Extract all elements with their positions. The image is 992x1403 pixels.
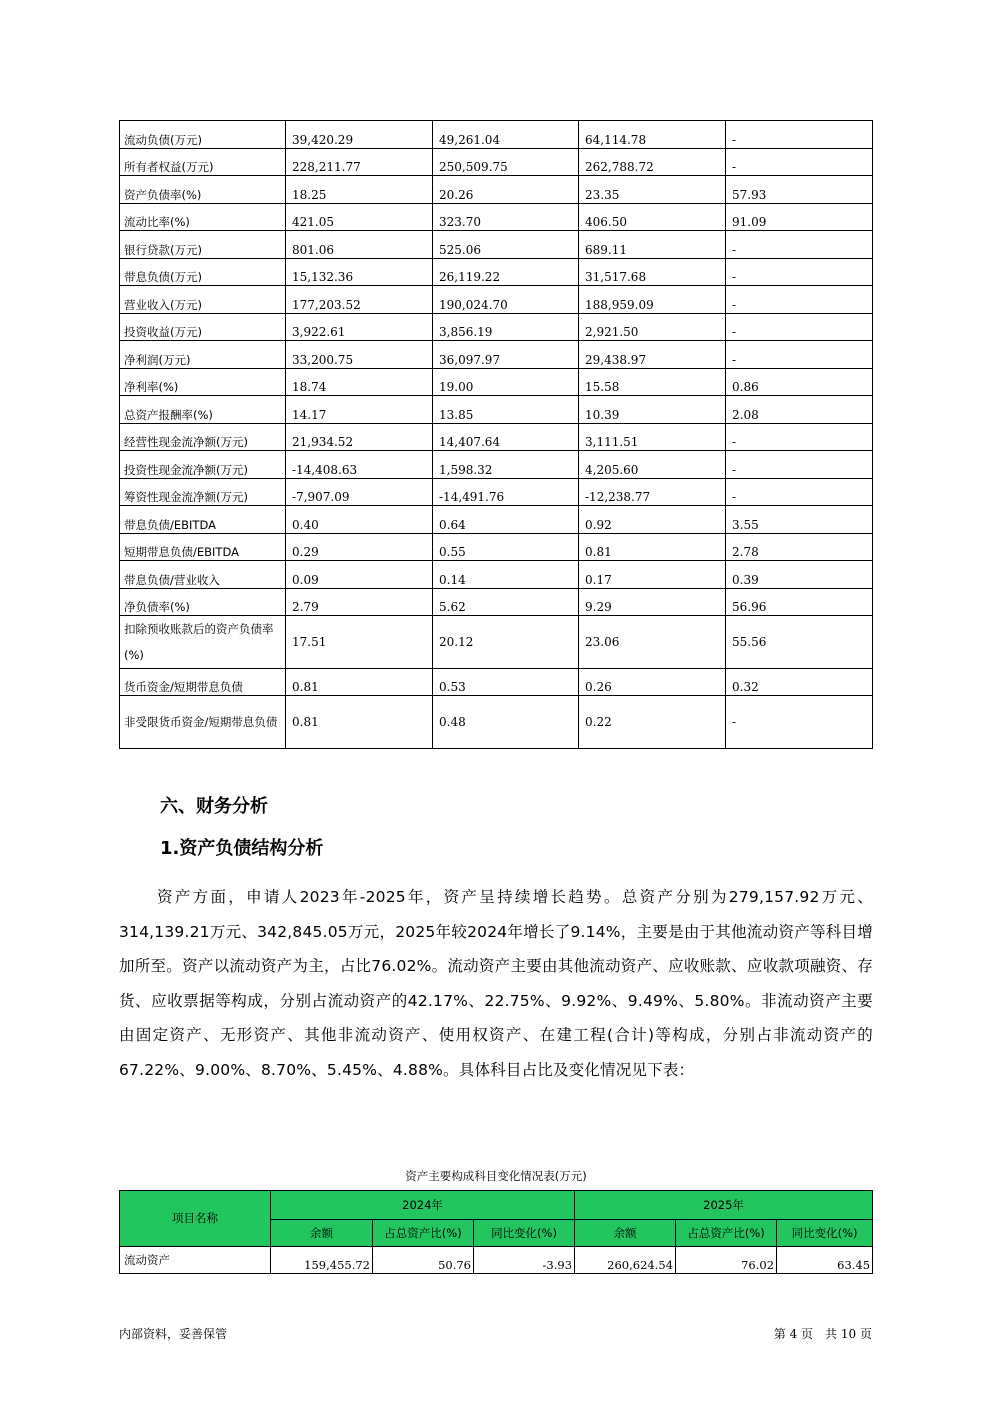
table-cell: 56.96 [726, 588, 873, 616]
table-cell: 0.14 [433, 561, 579, 589]
table-cell: 2.79 [286, 588, 433, 616]
row-label: 带息负债(万元) [120, 258, 286, 286]
table-cell: - [726, 148, 873, 176]
table-cell: 406.50 [579, 203, 726, 231]
table-cell: 10.39 [579, 396, 726, 424]
table-row [120, 203, 873, 231]
table-cell: 2.78 [726, 533, 873, 561]
table-cell: 91.09 [726, 203, 873, 231]
table-row [120, 588, 873, 616]
row-label: 总资产报酬率(%) [120, 396, 286, 424]
table-cell: 18.25 [286, 176, 433, 204]
table-cell: - [726, 258, 873, 286]
table-row [120, 423, 873, 451]
table-cell: 21,934.52 [286, 423, 433, 451]
total-pages: 10 [840, 1327, 857, 1341]
table-cell: 23.35 [579, 176, 726, 204]
footer-page-number [774, 1325, 872, 1342]
row-label: 营业收入(万元) [120, 286, 286, 314]
table-cell: 0.32 [726, 669, 873, 696]
footer-confidential-note: 内部资料，妥善保管 [119, 1327, 228, 1341]
table-cell: 3,922.61 [286, 313, 433, 341]
year-2024-header: 2024年 [271, 1191, 575, 1220]
table-cell: 228,211.77 [286, 148, 433, 176]
row-label: 流动负债(万元) [120, 121, 286, 149]
table-cell: 0.48 [433, 696, 579, 749]
table-cell: 2,921.50 [579, 313, 726, 341]
table-cell: 0.92 [579, 506, 726, 534]
table-cell: 3,111.51 [579, 423, 726, 451]
table-cell: 13.85 [433, 396, 579, 424]
table-row [120, 258, 873, 286]
table-cell: -14,491.76 [433, 478, 579, 506]
table-cell: 18.74 [286, 368, 433, 396]
row-label: 流动比率(%) [120, 203, 286, 231]
row-label: 净负债率(%) [120, 588, 286, 616]
table-row [120, 341, 873, 369]
current-page: 4 [789, 1327, 798, 1341]
page-mid: 页 共 [801, 1327, 838, 1341]
table-cell: 57.93 [726, 176, 873, 204]
page-prefix: 第 [773, 1327, 786, 1341]
analysis-paragraph: 资产方面，申请人2023年-2025年，资产呈持续增长趋势。总资产分别为279,157.92万元、314,139.21万元、342,845.05万元，2025年较2024年增长了9.14%，主要是由于其他流动资产等科目增加所至。资产以流动资产为主，占比76.02%。流动资产主要由其他流动资产、应收账款、应收款项融资、存货、应收票据等构成，分别占流动资产的42.17%、22.75%、9.92%、9.49%、5.80%。非流动资产主要由固定资产、无形资产、其他非流动资产、使用权资产、在建工程(合计)等构成，分别占非流动资产的67.22%、9.00%、8.70%、5.45%、4.88%。具体科目占比及变化情况见下表： [119, 888, 873, 1079]
row-label: 筹资性现金流净额(万元) [120, 478, 286, 506]
row-label: 带息负债/EBITDA [120, 506, 286, 534]
table-cell: - [726, 451, 873, 479]
table-row [120, 313, 873, 341]
table-cell: - [726, 478, 873, 506]
table-row [120, 231, 873, 259]
table-row [120, 506, 873, 534]
table-cell: 525.06 [433, 231, 579, 259]
table-cell: - [726, 341, 873, 369]
section-title: 六、财务分析 [160, 796, 268, 817]
table-cell: 0.40 [286, 506, 433, 534]
table-cell: 19.00 [433, 368, 579, 396]
table-caption: 资产主要构成科目变化情况表(万元) [405, 1169, 587, 1183]
row-label: 货币资金/短期带息负债 [120, 669, 286, 696]
row-label: 非受限货币资金/短期带息负债 [120, 696, 286, 749]
table-cell: -7,907.09 [286, 478, 433, 506]
table-cell: 49,261.04 [433, 121, 579, 149]
table-cell: 64,114.78 [579, 121, 726, 149]
table-cell: 0.55 [433, 533, 579, 561]
table-cell: 689.11 [579, 231, 726, 259]
table-cell: - [726, 286, 873, 314]
table-cell: 4,205.60 [579, 451, 726, 479]
table-cell: 0.26 [579, 669, 726, 696]
table-cell: 1,598.32 [433, 451, 579, 479]
table-row [120, 696, 873, 749]
table-cell: 0.81 [286, 669, 433, 696]
row-label: 资产负债率(%) [120, 176, 286, 204]
table-row [120, 478, 873, 506]
subheader-yoy: 同比变化(%) [474, 1220, 575, 1247]
table-cell: - [726, 313, 873, 341]
table-cell: 20.12 [433, 616, 579, 669]
row-label: 投资性现金流净额(万元) [120, 451, 286, 479]
table-cell: 159,455.72 [271, 1247, 373, 1274]
item-name-header: 项目名称 [120, 1191, 271, 1247]
table-cell: 0.81 [579, 533, 726, 561]
table-cell: - [726, 231, 873, 259]
table-cell: 33,200.75 [286, 341, 433, 369]
table-cell: - [726, 696, 873, 749]
financial-indicators-table [119, 120, 873, 749]
table-cell: 20.26 [433, 176, 579, 204]
subheader-balance: 余额 [271, 1220, 373, 1247]
table-cell: 39,420.29 [286, 121, 433, 149]
table-cell: 15.58 [579, 368, 726, 396]
table-cell: 0.86 [726, 368, 873, 396]
table-cell: 29,438.97 [579, 341, 726, 369]
asset-composition-table [119, 1190, 873, 1274]
subheader-yoy: 同比变化(%) [777, 1220, 873, 1247]
table-cell: 250,509.75 [433, 148, 579, 176]
subheader-ratio: 占总资产比(%) [373, 1220, 474, 1247]
table-cell: 63.45 [777, 1247, 873, 1274]
table-cell: 3,856.19 [433, 313, 579, 341]
table-cell: 14,407.64 [433, 423, 579, 451]
table-cell: -12,238.77 [579, 478, 726, 506]
table-cell: 0.22 [579, 696, 726, 749]
table-cell: 0.09 [286, 561, 433, 589]
row-label: 净利润(万元) [120, 341, 286, 369]
table-cell: -3.93 [474, 1247, 575, 1274]
subheader-balance: 余额 [575, 1220, 676, 1247]
row-label: 投资收益(万元) [120, 313, 286, 341]
table-cell: 260,624.54 [575, 1247, 676, 1274]
table-cell: 0.39 [726, 561, 873, 589]
table-row [120, 121, 873, 149]
row-label: 所有者权益(万元) [120, 148, 286, 176]
table-cell: 17.51 [286, 616, 433, 669]
table-cell: 262,788.72 [579, 148, 726, 176]
subheader-ratio: 占总资产比(%) [676, 1220, 777, 1247]
table-cell: 323.70 [433, 203, 579, 231]
table-row [120, 451, 873, 479]
row-label: 净利率(%) [120, 368, 286, 396]
table-cell: 31,517.68 [579, 258, 726, 286]
table-cell: 0.81 [286, 696, 433, 749]
table-row [120, 616, 873, 669]
table-cell: 50.76 [373, 1247, 474, 1274]
table-row [120, 286, 873, 314]
table-cell: 2.08 [726, 396, 873, 424]
row-label: 流动资产 [120, 1247, 271, 1274]
table-cell: 421.05 [286, 203, 433, 231]
row-label: 银行贷款(万元) [120, 231, 286, 259]
table-cell: 177,203.52 [286, 286, 433, 314]
row-label: 扣除预收账款后的资产负债率(%) [120, 616, 286, 669]
table-cell: 26,119.22 [433, 258, 579, 286]
row-label: 短期带息负债/EBITDA [120, 533, 286, 561]
table-cell: 15,132.36 [286, 258, 433, 286]
table-cell: - [726, 121, 873, 149]
table-cell: 23.06 [579, 616, 726, 669]
table-cell: 3.55 [726, 506, 873, 534]
row-label: 带息负债/营业收入 [120, 561, 286, 589]
table-row [120, 396, 873, 424]
table-cell: 9.29 [579, 588, 726, 616]
table-cell: 0.53 [433, 669, 579, 696]
table-cell: 14.17 [286, 396, 433, 424]
table-row [120, 368, 873, 396]
table-row [120, 176, 873, 204]
table-row [120, 148, 873, 176]
table-row [120, 533, 873, 561]
subsection-title: 1.资产负债结构分析 [160, 838, 324, 859]
page-suffix: 页 [859, 1327, 872, 1341]
table-cell: 0.64 [433, 506, 579, 534]
table-cell: 36,097.97 [433, 341, 579, 369]
row-label: 经营性现金流净额(万元) [120, 423, 286, 451]
table-row [120, 1247, 873, 1274]
table-cell: - [726, 423, 873, 451]
table-cell: -14,408.63 [286, 451, 433, 479]
year-2025-header: 2025年 [575, 1191, 873, 1220]
table-cell: 0.29 [286, 533, 433, 561]
table-cell: 188,959.09 [579, 286, 726, 314]
table-row [120, 669, 873, 696]
table-cell: 190,024.70 [433, 286, 579, 314]
table-row [120, 561, 873, 589]
table-cell: 76.02 [676, 1247, 777, 1274]
table-cell: 55.56 [726, 616, 873, 669]
table-cell: 5.62 [433, 588, 579, 616]
table-cell: 801.06 [286, 231, 433, 259]
table-cell: 0.17 [579, 561, 726, 589]
